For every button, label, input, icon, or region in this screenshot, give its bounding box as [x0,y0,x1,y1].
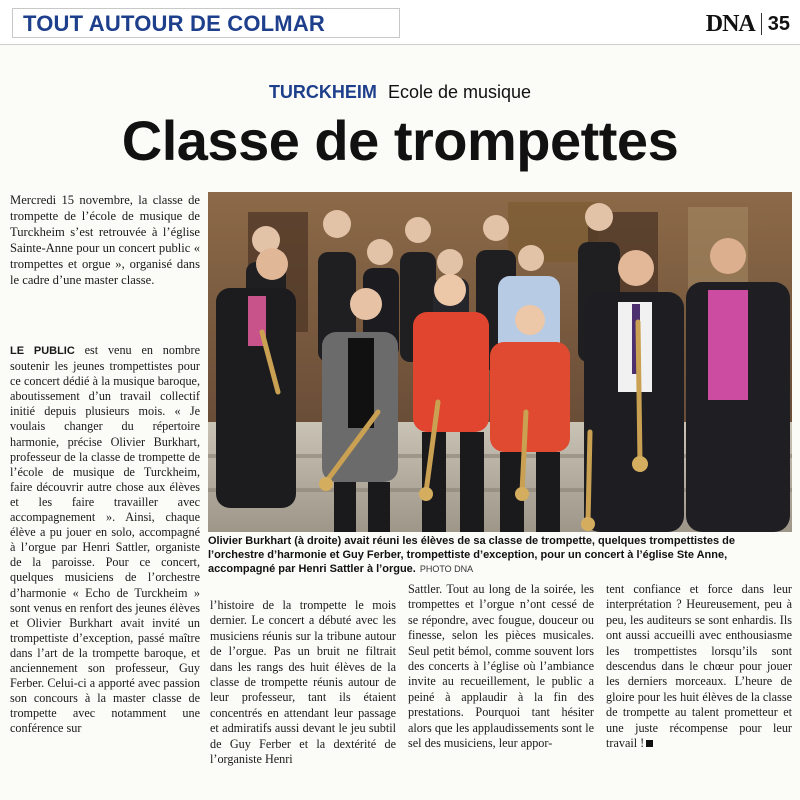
caption-text: Olivier Burkhart (à droite) avait réuni les élèves de sa classe de trompette, quelques trompettistes de l’orchestre d’harmonie et Guy Ferber, trompettiste d’exception, pour un concert à l’église Ste Anne, accompagné par Henri Sattler à l’orgue. [208,535,735,575]
article-intro-column [10,192,200,289]
masthead-divider [761,13,762,35]
text-column-3 [408,582,594,751]
article-intro: Mercredi 15 novembre, la classe de trompette de l’école de musique de Turckheim s’est retrouvée à l’église Sainte-Anne pour un concert public « trompettes et orgue », organisé dans le cadre d’une master classe. [10,193,200,288]
group-photo-illustration [208,192,792,532]
article-photo [208,192,792,532]
lead-in: LE PUBLIC [10,345,75,357]
end-of-article-mark [646,740,653,747]
column-3-text: Sattler. Tout au long de la soirée, les trompettes et l’orgue n’ont cessé de se répondre, avec fougue, douceur ou finesse, selon les pièces musicales. Seul petit bémol, comme souvent lors des concerts à l’église où l’ambiance invite au recueillement, le public a peiné à applaudir à la fin des prestations. Pourquoi tant hésiter alors que les applaudissements sont le sel des musiciens, leur appor- [408,582,594,751]
column-4-text: tent confiance et force dans leur interprétation ? Heureusement, peu à peu, les auditeurs se sont enhardis. Ils ont aussi accueilli avec enthousiasme les trompettistes lorsqu’ils sont descendus dans le chœur pour jouer les derniers morceaux. L’heure de gloire pour les huit élèves de la classe de trompette au talent prometteur et une juste récompense pour leur travail ! [606,582,792,751]
section-title: TOUT AUTOUR DE COLMAR [12,8,400,38]
article-kicker [0,82,800,103]
kicker-city: TURCKHEIM [268,82,377,102]
masthead [706,10,790,38]
column-2-text: l’histoire de la trompette le mois dernier. Le concert a débuté avec les musiciens réunis sur la tribune autour de l’orgue. Pas un bruit ne filtrait dans les rangs des huit élèves de la classe de trompette réunis autour de leur professeur, tant ils étaient concentrés en attendant leur passage et admiratifs aussi devant le jeu subtil de Guy Ferber et la dextérité de l’organiste Henri [210,598,396,767]
page-number: 35 [767,12,790,35]
article-headline: Classe de trompettes [121,109,679,172]
text-column-4 [606,582,792,751]
photo-credit: PHOTO DNA [419,564,474,574]
page-header [0,0,800,45]
photo-caption [208,534,792,576]
text-column-1 [10,343,200,736]
kicker-topic: Ecole de musique [387,82,532,102]
newspaper-logo: DNA [705,10,755,37]
column-1-text: est venu en nombre soutenir les jeunes trompettistes pour ce concert dédié à la musique baroque, aboutissement d’un travail collectif initié depuis plusieurs mois. « Je voulais changer du répertoire harmonie, précise Olivier Burkhart, professeur de la classe de trompette de l’école de musique de Turckheim, faire découvrir autre chose aux élèves et les faire travailler avec accompagnement ». Ainsi, chaque élève a pu jouer en solo, accompagné à l’orgue par Henri Sattler, organiste de la paroisse. Pour ce concert, quelques musiciens de l’orchestre d’harmonie « Echo de Turckheim » sont venus en renfort des jeunes élèves et Olivier Burkhart avait invité un trompettiste d’exception, passé maître dans l’art de la trompette baroque, et anciennement son professeur, Guy Ferber. Celui-ci a apporté avec passion son concours à la master classe de trompette avec notamment une conférence sur [10,343,200,736]
text-column-2 [210,598,396,767]
